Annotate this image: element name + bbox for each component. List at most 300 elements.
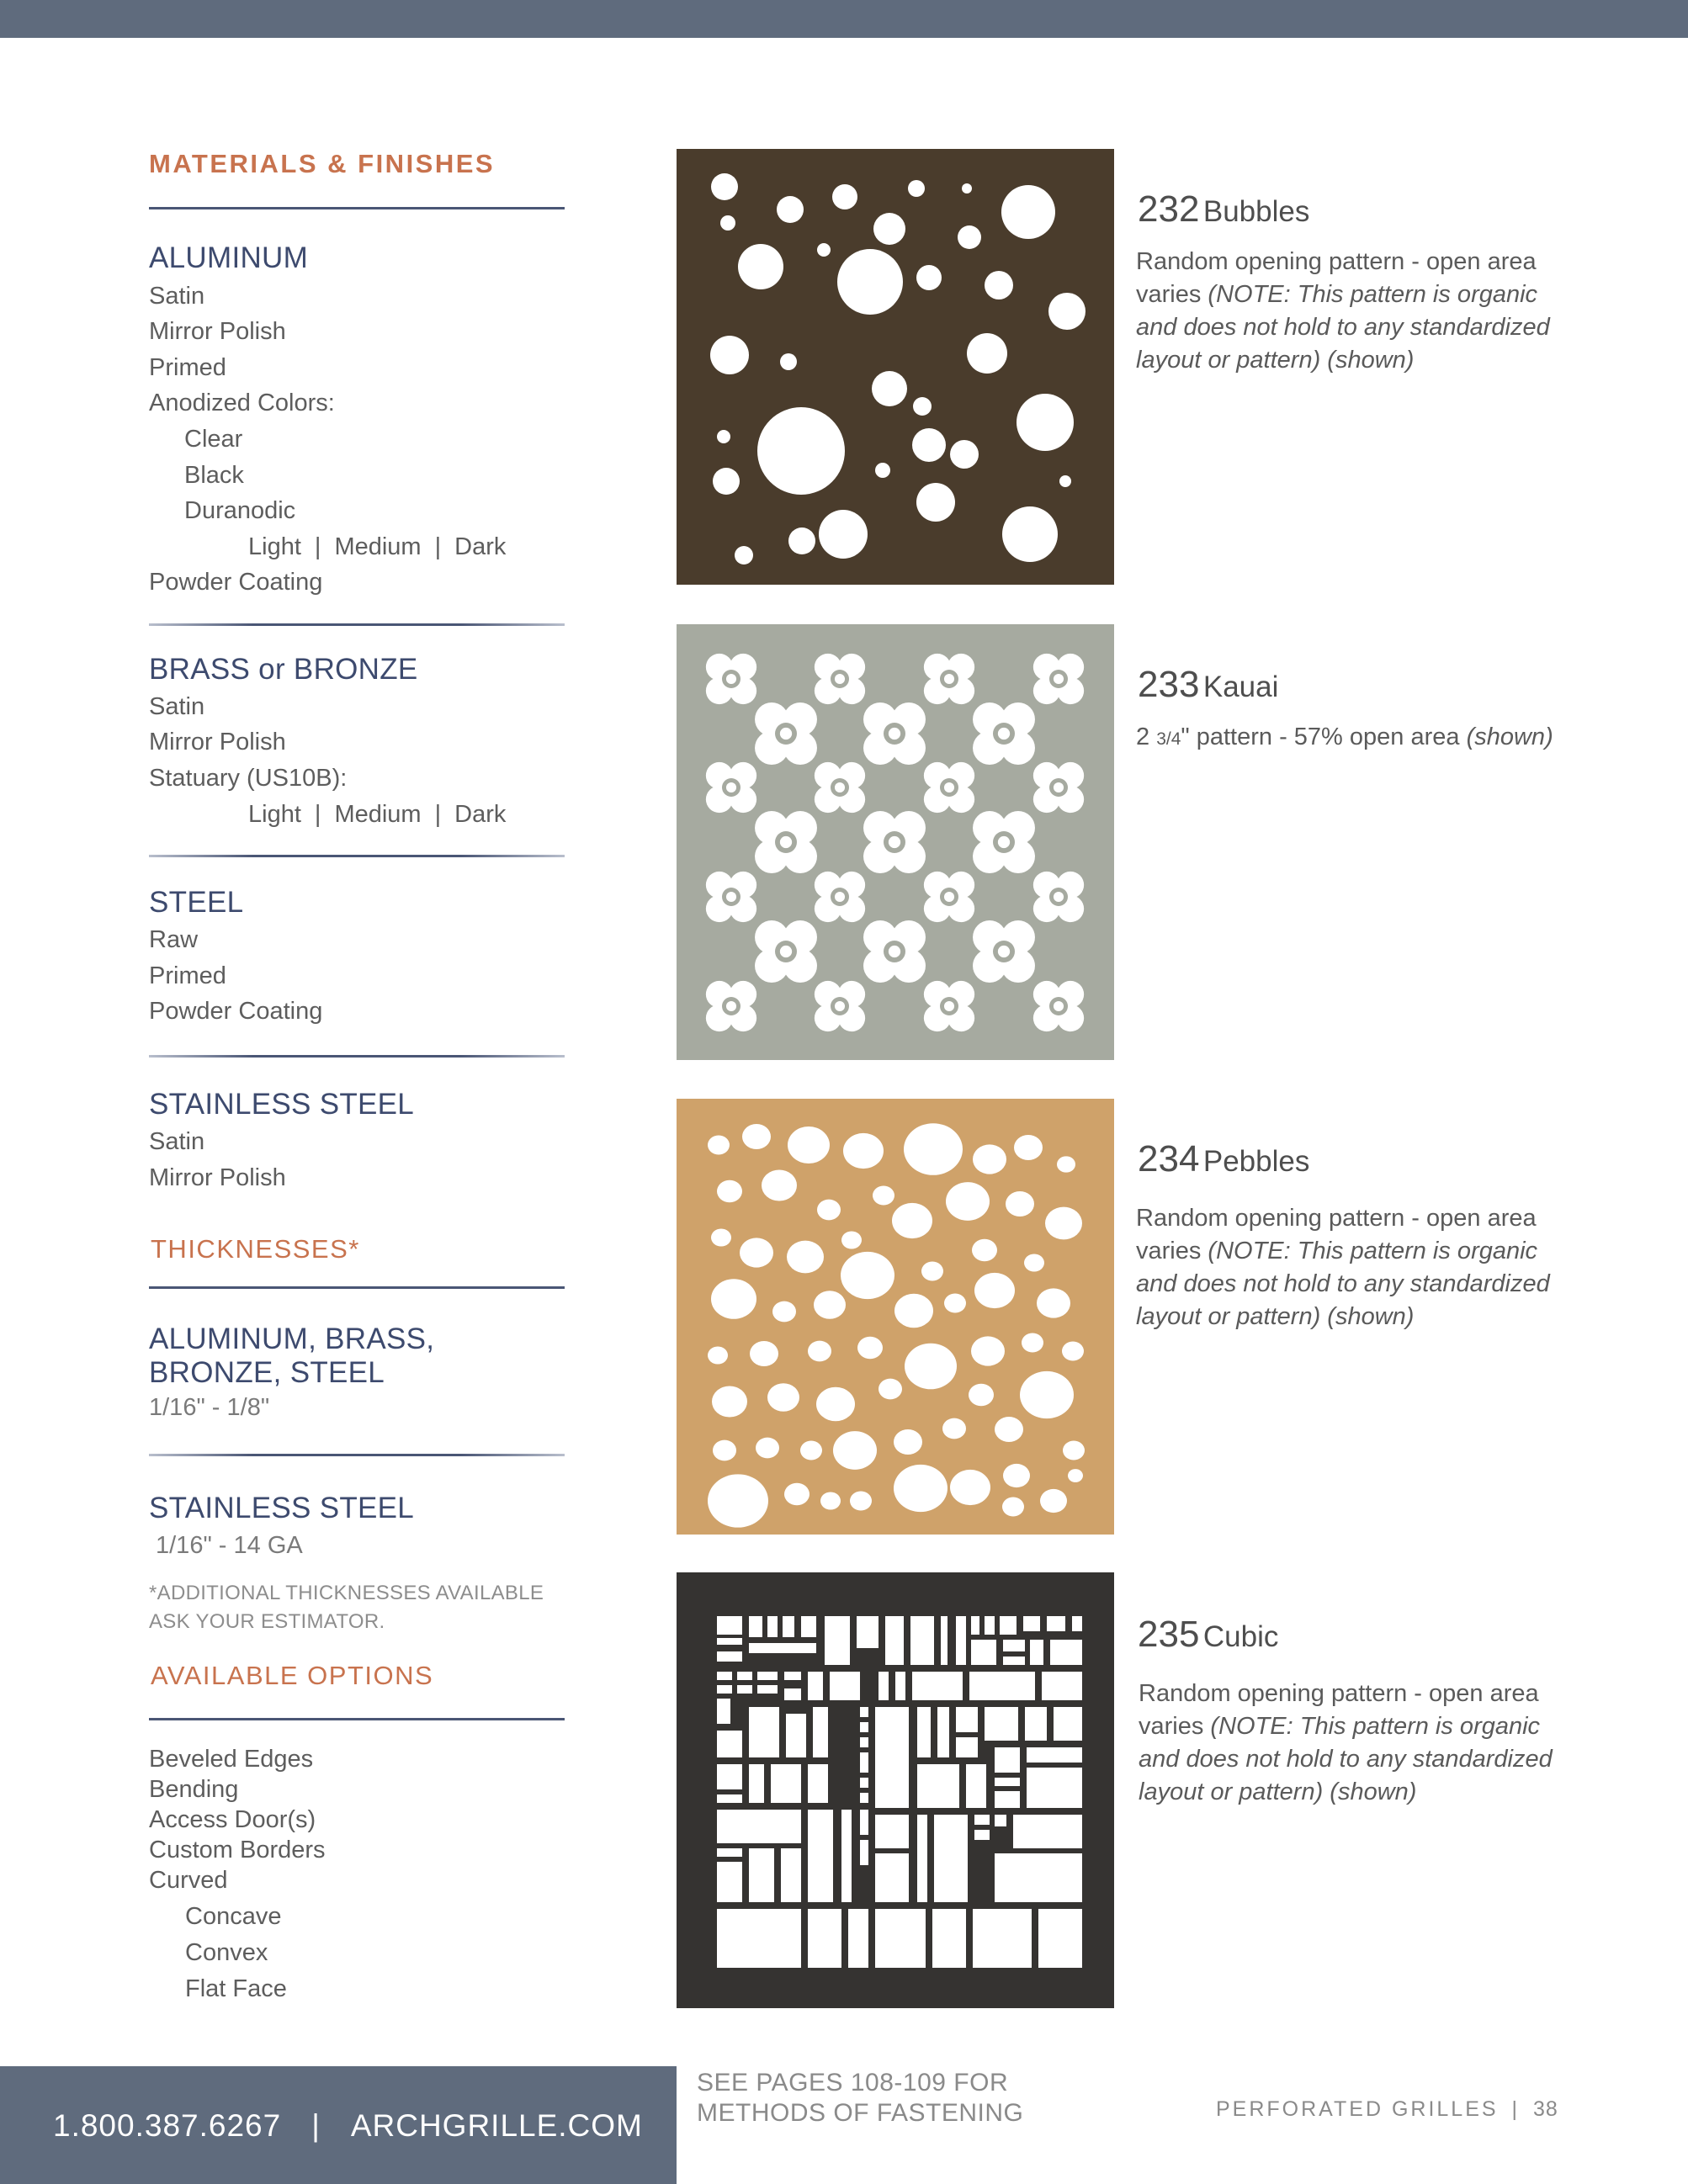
pebble-hole (814, 1291, 846, 1318)
bubble-hole (985, 271, 1013, 300)
pebble-hole (969, 1384, 994, 1406)
cubic-hole (860, 1752, 868, 1763)
cubic-hole (749, 1616, 762, 1637)
pattern-name: Bubbles (1202, 195, 1310, 228)
fastening-note-line1: SEE PAGES 108-109 FOR (697, 2069, 1009, 2097)
cubic-hole (973, 1909, 1032, 1968)
cubic-hole (860, 1840, 868, 1865)
divider (149, 1286, 565, 1289)
cubic-hole (875, 1909, 926, 1968)
options-heading: AVAILABLE OPTIONS (151, 1661, 434, 1690)
pebble-hole (973, 1144, 1006, 1174)
thickness-note-line1: *ADDITIONAL THICKNESSES AVAILABLE (149, 1582, 544, 1604)
shade-light: Light (248, 801, 301, 828)
cubic-hole (910, 1616, 934, 1665)
cubic-hole (971, 1616, 979, 1635)
fastening-note (697, 2068, 1023, 2128)
cubic-hole (1030, 1640, 1043, 1665)
description-note: (NOTE: This pattern is organic and does not hold to any standardized layout or pattern) (shown) (1136, 281, 1550, 374)
pebble-hole (1002, 1498, 1024, 1517)
pebble-hole (772, 1301, 796, 1323)
cubic-hole (808, 1764, 828, 1803)
option-item: Bending (149, 1776, 239, 1803)
cubic-hole (717, 1616, 742, 1635)
separator: | (434, 533, 442, 560)
shade-medium: Medium (334, 533, 422, 560)
cubic-hole (717, 1672, 732, 1680)
pebble-hole (1057, 1156, 1075, 1172)
cubic-hole (767, 1616, 778, 1637)
pebble-hole (1063, 1441, 1085, 1460)
pattern-name: Pebbles (1202, 1145, 1310, 1178)
fastening-note-line2: METHODS OF FASTENING (697, 2099, 1024, 2127)
flower-center-hole (780, 728, 792, 739)
flower-center-hole (1054, 674, 1064, 684)
pebble-hole (971, 1336, 1005, 1365)
cubic-hole (966, 1764, 986, 1808)
website: ARCHGRILLE.COM (350, 2108, 643, 2143)
bubble-hole (916, 265, 942, 290)
pebble-hole (1062, 1342, 1084, 1361)
pebble-hole (904, 1123, 963, 1175)
bubble-hole (875, 463, 890, 478)
option-item: Custom Borders (149, 1837, 326, 1863)
thickness-note-line2: ASK YOUR ESTIMATOR. (149, 1610, 385, 1633)
pattern-235-description (1139, 1678, 1576, 1809)
pebble-hole (756, 1438, 779, 1459)
aluminum-title: ALUMINUM (149, 241, 309, 274)
bubble-hole (913, 397, 932, 416)
cubic-hole (1054, 1707, 1082, 1741)
bubble-hole (819, 510, 868, 559)
flower-center-hole (726, 674, 736, 684)
pebble-hole (1040, 1489, 1067, 1513)
pebble-hole (1045, 1207, 1082, 1240)
separator: | (314, 533, 321, 560)
thickness-group-1-value: 1/16" - 1/8" (149, 1394, 270, 1421)
cubic-hole (771, 1764, 801, 1803)
cubic-hole (885, 1616, 904, 1665)
statuary-shades (248, 801, 506, 829)
bubble-hole (720, 215, 735, 231)
pattern-number: 233 (1138, 664, 1200, 705)
phone-number: 1.800.387.6267 (53, 2108, 282, 2143)
cubic-hole (860, 1810, 868, 1835)
cubic-hole (985, 1616, 995, 1635)
pattern-name: Cubic (1202, 1620, 1279, 1653)
section-name: PERFORATED GRILLES (1216, 2097, 1499, 2121)
cubic-hole (857, 1616, 879, 1648)
cubic-hole (860, 1737, 868, 1747)
pattern-234-description (1136, 1202, 1574, 1333)
cubic-hole (749, 1707, 779, 1757)
flower-center-hole (835, 1001, 845, 1011)
pebble-hole (800, 1441, 822, 1460)
finish-item: Satin (149, 1128, 205, 1155)
cubic-hole (1013, 1815, 1082, 1848)
flower-center-hole (998, 728, 1010, 739)
option-item: Access Door(s) (149, 1806, 316, 1833)
pebble-hole (879, 1379, 902, 1400)
cubic-hole (786, 1714, 806, 1757)
pebble-hole (767, 1383, 799, 1411)
anodized-item: Duranodic (184, 497, 296, 524)
pebble-hole (808, 1341, 831, 1362)
pebble-hole (905, 1344, 957, 1390)
cubic-hole (875, 1707, 909, 1808)
divider (149, 855, 565, 857)
flower-center-hole (889, 946, 900, 957)
pebble-hole (972, 1239, 997, 1261)
pattern-233-description (1136, 721, 1641, 755)
cubic-hole (1000, 1616, 1017, 1635)
flower-center-hole (889, 728, 900, 739)
cubic-hole (956, 1616, 966, 1665)
kauai-panel-image (677, 624, 1114, 1060)
cubic-hole (974, 1815, 990, 1825)
pattern-235-title (1138, 1614, 1278, 1656)
cubic-hole (717, 1731, 742, 1757)
pebble-hole (974, 1273, 1015, 1308)
cubic-hole (808, 1909, 841, 1968)
finish-item: Primed (149, 962, 226, 989)
bubble-hole (916, 483, 955, 522)
pebble-hole (1006, 1191, 1034, 1217)
curved-option: Convex (185, 1939, 268, 1966)
flower-center-hole (998, 836, 1010, 848)
curved-option: Concave (185, 1903, 282, 1930)
finish-item: Powder Coating (149, 998, 323, 1025)
cubic-hole (1047, 1616, 1065, 1631)
pebbles-pattern (677, 1099, 1114, 1535)
finish-item: Powder Coating (149, 569, 323, 596)
stainless-title: STAINLESS STEEL (149, 1088, 415, 1121)
option-item: Curved (149, 1867, 228, 1894)
cubic-hole (784, 1688, 801, 1700)
cubic-hole (749, 1764, 764, 1803)
cubic-hole (971, 1640, 996, 1665)
thickness-note (149, 1579, 544, 1636)
description-text: 2 (1136, 724, 1157, 750)
bubble-hole (710, 336, 749, 374)
cubic-hole (808, 1672, 823, 1700)
cubic-hole (860, 1793, 868, 1803)
shade-dark: Dark (454, 801, 507, 828)
shade-medium: Medium (334, 801, 422, 828)
page-number: 38 (1532, 2097, 1558, 2121)
flower-center-hole (780, 836, 792, 848)
cubic-hole (757, 1672, 778, 1680)
cubic-hole (956, 1737, 978, 1757)
cubic-hole (717, 1764, 742, 1789)
cubic-hole (1023, 1616, 1040, 1631)
bubble-hole (717, 430, 730, 443)
bubble-hole (1059, 475, 1071, 487)
bubble-hole (958, 225, 981, 249)
bubble-hole (908, 180, 925, 197)
thicknesses-heading: THICKNESSES* (151, 1234, 360, 1264)
cubic-hole (825, 1616, 850, 1665)
divider (149, 623, 565, 626)
pattern-number: 235 (1138, 1614, 1200, 1655)
flower-center-hole (889, 836, 900, 848)
cubic-hole (717, 1810, 801, 1843)
pebbles-panel-image (677, 1099, 1114, 1535)
cubic-hole (1027, 1768, 1082, 1808)
cubic-hole (784, 1672, 801, 1680)
cubic-hole (912, 1672, 963, 1700)
pebble-hole (833, 1431, 877, 1470)
pebble-hole (787, 1241, 824, 1274)
finish-item: Satin (149, 693, 205, 720)
cubic-hole (717, 1794, 742, 1803)
flower-center-hole (726, 1001, 736, 1011)
pebble-hole (784, 1483, 809, 1505)
cubic-hole (956, 1707, 978, 1732)
description-text: Random opening pattern - open area varies (1136, 1205, 1537, 1264)
pebble-hole (894, 1429, 922, 1455)
pebble-hole (816, 1387, 855, 1421)
cubic-hole (717, 1848, 742, 1857)
pebble-hole (708, 1474, 768, 1527)
cubic-hole (937, 1707, 949, 1757)
finish-item: Primed (149, 354, 226, 381)
cubic-hole (717, 1909, 801, 1968)
cubic-hole (830, 1672, 860, 1700)
pebble-hole (843, 1133, 884, 1169)
pebble-hole (1022, 1333, 1043, 1353)
thickness-group-2-title: STAINLESS STEEL (149, 1492, 415, 1524)
bubble-hole (872, 371, 907, 406)
pebble-hole (762, 1170, 797, 1201)
shade-light: Light (248, 533, 301, 560)
cubic-hole (917, 1707, 931, 1757)
flower-center-hole (726, 892, 736, 902)
pebble-hole (817, 1200, 841, 1221)
pattern-234-title (1138, 1138, 1309, 1180)
flower-center-hole (835, 674, 845, 684)
thickness-group-1-title (149, 1323, 434, 1390)
pebble-hole (1037, 1288, 1070, 1317)
cubic-hole (969, 1672, 1035, 1700)
bubble-hole (780, 353, 797, 370)
cubic-hole (749, 1643, 816, 1653)
pebble-hole (894, 1294, 933, 1328)
cubic-hole (995, 1815, 1006, 1826)
flower-center-hole (998, 946, 1010, 957)
cubic-hole (717, 1685, 732, 1694)
footer-divider: | (311, 2108, 321, 2143)
cubic-hole (813, 1707, 828, 1757)
bubble-hole (788, 527, 815, 554)
cubic-hole (841, 1810, 852, 1902)
duranodic-shades (248, 533, 506, 561)
finish-item: Mirror Polish (149, 729, 286, 755)
anodized-item: Black (184, 462, 244, 489)
cubic-hole (974, 1830, 990, 1840)
bubble-hole (1002, 506, 1058, 562)
option-item: Beveled Edges (149, 1746, 314, 1773)
pebble-hole (711, 1279, 756, 1319)
thickness-group-1-title-line2: BRONZE, STEEL (149, 1356, 385, 1389)
cubic-hole (860, 1722, 868, 1732)
pattern-233-title (1138, 664, 1278, 706)
cubic-hole (932, 1909, 966, 1968)
cubic-hole (737, 1685, 752, 1694)
pebble-hole (742, 1124, 771, 1149)
page-indicator (1216, 2097, 1558, 2122)
cubic-hole (895, 1672, 905, 1700)
pebble-hole (750, 1341, 778, 1366)
description-text: Random opening pattern - open area varies (1139, 1680, 1539, 1740)
flower-center-hole (1054, 1001, 1064, 1011)
pebble-hole (713, 1440, 736, 1461)
cubic-hole (995, 1791, 1020, 1808)
cubic-hole (717, 1638, 742, 1645)
cubic-hole (1003, 1657, 1025, 1665)
cubic-hole (717, 1699, 730, 1724)
cubic-hole (917, 1815, 927, 1902)
cubic-hole (848, 1909, 868, 1968)
cubic-hole (875, 1815, 909, 1848)
cubic-hole (717, 1651, 742, 1662)
flower-center-hole (944, 892, 954, 902)
bubble-hole (1048, 293, 1086, 330)
finish-item: Satin (149, 283, 205, 310)
flower-center-hole (944, 782, 954, 792)
cubic-hole (860, 1778, 868, 1788)
cubic-hole (875, 1853, 909, 1902)
cubic-hole (1038, 1909, 1082, 1968)
bubble-hole (950, 440, 979, 469)
cubic-hole (934, 1815, 968, 1902)
curved-option: Flat Face (185, 1975, 287, 2002)
bubble-hole (711, 173, 738, 200)
pebble-hole (1003, 1464, 1030, 1487)
cubic-hole (1072, 1616, 1082, 1631)
flower-center-hole (726, 782, 736, 792)
bubble-hole (912, 428, 946, 462)
finish-item: Raw (149, 926, 199, 953)
materials-heading: MATERIALS & FINISHES (149, 149, 496, 178)
pattern-number: 232 (1138, 188, 1200, 230)
cubic-hole (1025, 1707, 1047, 1741)
description-fraction: 3/4 (1156, 729, 1181, 749)
cubic-hole (1027, 1747, 1082, 1763)
cubic-hole (917, 1764, 959, 1808)
pebble-hole (894, 1465, 948, 1512)
pebble-hole (708, 1136, 730, 1155)
cubic-hole (1050, 1640, 1082, 1665)
cubic-hole (1042, 1672, 1082, 1700)
pebble-hole (711, 1228, 731, 1246)
bubble-hole (837, 249, 903, 315)
cubic-hole (737, 1672, 752, 1680)
divider (149, 1055, 565, 1058)
divider (149, 207, 565, 209)
flower-center-hole (944, 1001, 954, 1011)
pattern-name: Kauai (1202, 671, 1279, 703)
pebble-hole (944, 1294, 966, 1313)
bubble-hole (757, 407, 845, 495)
pebble-hole (788, 1126, 830, 1164)
flower-center-hole (1054, 782, 1064, 792)
pebble-hole (841, 1231, 862, 1248)
cubic-hole (860, 1707, 868, 1717)
thickness-group-2-value: 1/16" - 14 GA (156, 1532, 303, 1559)
description-note: (NOTE: This pattern is organic and does not hold to any standardized layout or pattern) (shown) (1136, 1238, 1550, 1330)
bubble-hole (817, 243, 831, 257)
divider (149, 1454, 565, 1456)
finish-item: Mirror Polish (149, 1164, 286, 1191)
cubic-hole (717, 1862, 742, 1902)
pebble-hole (841, 1252, 894, 1299)
cubic-hole (995, 1778, 1020, 1786)
bubbles-panel-image (677, 149, 1114, 585)
pebble-hole (1014, 1135, 1043, 1160)
cubic-hole (757, 1685, 778, 1694)
cubic-hole (995, 1747, 1020, 1773)
pebble-hole (1068, 1469, 1083, 1482)
bubble-hole (967, 333, 1007, 374)
pebble-hole (946, 1182, 990, 1221)
cubic-hole (781, 1848, 801, 1902)
bubble-hole (873, 213, 905, 245)
kauai-pattern (677, 624, 1114, 1060)
bubble-hole (713, 468, 740, 495)
separator: | (434, 801, 442, 828)
cubic-pattern (677, 1572, 1114, 2008)
description-note: (NOTE: This pattern is organic and does not hold to any standardized layout or pattern) (shown) (1139, 1713, 1553, 1805)
pebble-hole (1020, 1371, 1074, 1418)
pebble-hole (708, 1346, 728, 1364)
pattern-232-description (1136, 246, 1574, 377)
cubic-hole (879, 1672, 889, 1700)
description-note: (shown) (1466, 724, 1553, 750)
pebble-hole (717, 1180, 742, 1202)
cubic-hole (995, 1853, 1082, 1902)
pebble-hole (1024, 1254, 1044, 1271)
flower-center-hole (835, 892, 845, 902)
pebble-hole (857, 1337, 883, 1359)
anodized-item: Clear (184, 426, 243, 453)
cubic-hole (749, 1848, 774, 1902)
finish-item: Mirror Polish (149, 318, 286, 345)
bubble-hole (738, 244, 783, 289)
cubic-hole (783, 1616, 794, 1637)
pebble-hole (892, 1203, 932, 1238)
pattern-232-title (1138, 188, 1309, 231)
steel-title: STEEL (149, 886, 244, 919)
pebble-hole (942, 1418, 966, 1439)
brass-title: BRASS or BRONZE (149, 653, 418, 686)
bubble-hole (1001, 185, 1055, 239)
pebble-hole (995, 1417, 1023, 1442)
cubic-panel-image (677, 1572, 1114, 2008)
footer-contact (53, 2108, 643, 2144)
cubic-hole (985, 1707, 1018, 1741)
finish-item: Statuary (US10B): (149, 765, 348, 792)
bubble-hole (832, 184, 857, 209)
pebble-hole (873, 1186, 894, 1206)
bubble-hole (777, 196, 804, 223)
bubble-hole (1017, 394, 1074, 451)
pebble-hole (740, 1238, 773, 1267)
bubble-hole (735, 546, 753, 565)
bubbles-pattern (677, 149, 1114, 585)
top-bar (0, 0, 1688, 38)
pebble-hole (820, 1492, 841, 1509)
